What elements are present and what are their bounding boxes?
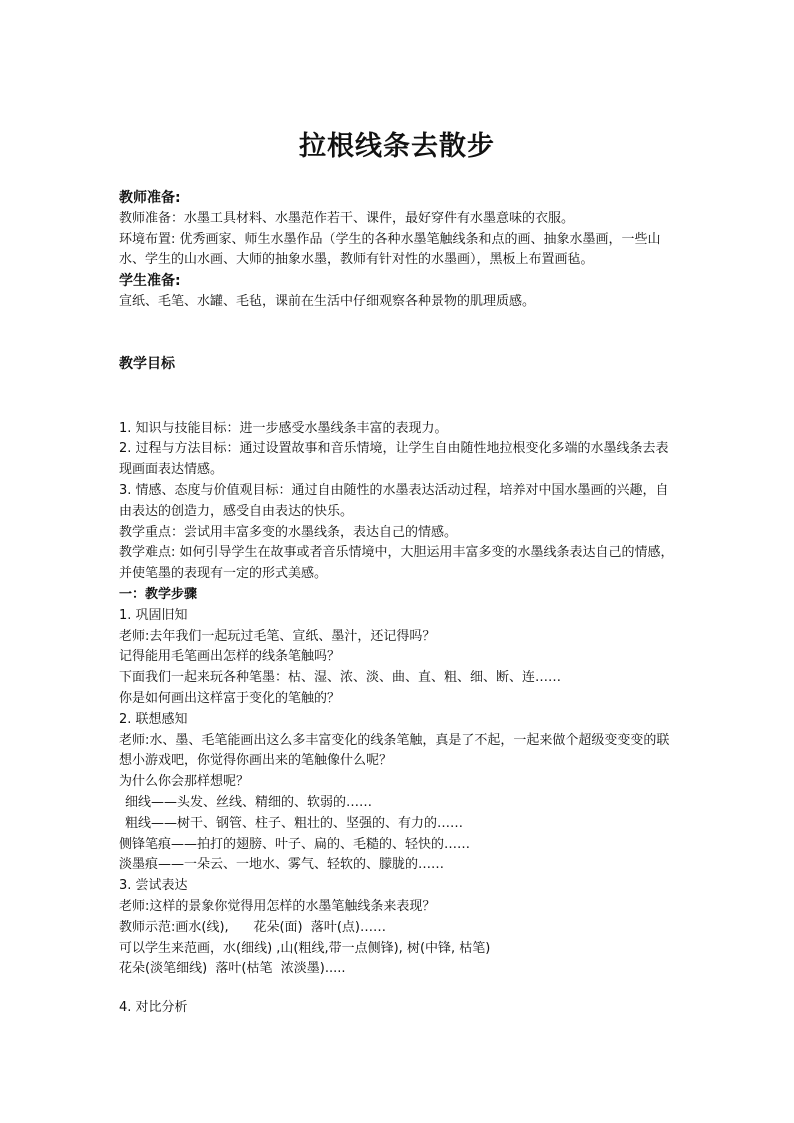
objective-item: 1. 知识与技能目标：进一步感受水墨线条丰富的表现力。 (119, 420, 448, 436)
step-2-line: 为什么你会那样想呢？ (119, 774, 250, 790)
student-prep-text: 宣纸、毛笔、水罐、毛毡，课前在生活中仔细观察各种景物的肌理质感。 (119, 293, 536, 309)
teacher-prep-environment: 环境布置: 优秀画家、师生水墨作品（学生的各种水墨笔触线条和点的画、抽象水墨画，一些山水、学生的山水画、大师的抽象水墨，教师有针对性的水墨画），黑板上布置画毡。 (119, 231, 661, 268)
document-body (119, 188, 679, 1019)
steps-heading: 一：教学步骤 (119, 586, 198, 602)
step-1-line: 下面我们一起来玩各种笔墨：枯、湿、浓、淡、曲、直、粗、细、断、连…… (119, 670, 562, 686)
step-1-line: 记得能用毛笔画出怎样的线条笔触吗？ (119, 649, 341, 665)
teacher-prep-heading: 教师准备: (119, 190, 181, 206)
step-4-title: 4. 对比分析 (119, 1000, 188, 1016)
student-prep-heading: 学生准备: (119, 273, 181, 290)
objective-item: 3. 情感、态度与价值观目标：通过自由随性的水墨表达活动过程，培养对中国水墨画的兴趣，自由表达的创造力，感受自由表达的快乐。 (119, 482, 669, 519)
step-1-line: 老师:去年我们一起玩过毛笔、宣纸、墨汁，还记得吗？ (119, 628, 436, 644)
step-3-title: 3. 尝试表达 (119, 878, 188, 894)
step-1-title: 1. 巩固旧知 (119, 607, 188, 623)
step-2-item: 淡墨痕——一朵云、一地水、雾气、轻软的、朦胧的…… (119, 857, 445, 873)
step-2-item: 侧锋笔痕——拍打的翅膀、叶子、扁的、毛糙的、轻快的…… (119, 836, 471, 852)
key-point: 教学重点：尝试用丰富多变的水墨线条，表达自己的情感。 (119, 524, 458, 540)
step-2-title: 2. 联想感知 (119, 711, 188, 727)
step-3-line: 老师:这样的景象你觉得用怎样的水墨笔触线条来表现？ (119, 898, 436, 914)
step-3-line: 可以学生来范画，水(细线) ,山(粗线,带一点侧锋), 树(中锋, 枯笔) (119, 940, 491, 956)
step-3-line: 花朵(淡笔细线) 落叶(枯笔 浓淡墨)..... (119, 961, 346, 977)
difficulty: 教学难点: 如何引导学生在故事或者音乐情境中，大胆运用丰富多变的水墨线条表达自己的情感，并使笔墨的表现有一定的形式美感。 (119, 545, 674, 582)
step-2-item: 细线——头发、丝线、精细的、软弱的…… (125, 794, 373, 810)
teacher-prep-materials: 教师准备：水墨工具材料、水墨范作若干、课件，最好穿件有水墨意味的衣服。 (119, 210, 575, 226)
step-3-line: 教师示范:画水(线), 花朵(面) 落叶(点)…… (119, 919, 387, 935)
objectives-heading: 教学目标 (119, 355, 175, 372)
step-1-line: 你是如何画出这样富于变化的笔触的？ (119, 690, 341, 706)
step-2-item: 粗线——树干、钢管、柱子、粗壮的、坚强的、有力的…… (125, 815, 464, 831)
step-2-line: 老师:水、墨、毛笔能画出这么多丰富变化的线条笔触，真是了不起，一起来做个超级变变变的联想小游戏吧，你觉得你画出来的笔触像什么呢？ (119, 732, 670, 769)
page-title: 拉根线条去散步 (299, 131, 495, 162)
objective-item: 2. 过程与方法目标：通过设置故事和音乐情境，让学生自由随性地拉根变化多端的水墨线条去表现画面表达情感。 (119, 441, 669, 478)
